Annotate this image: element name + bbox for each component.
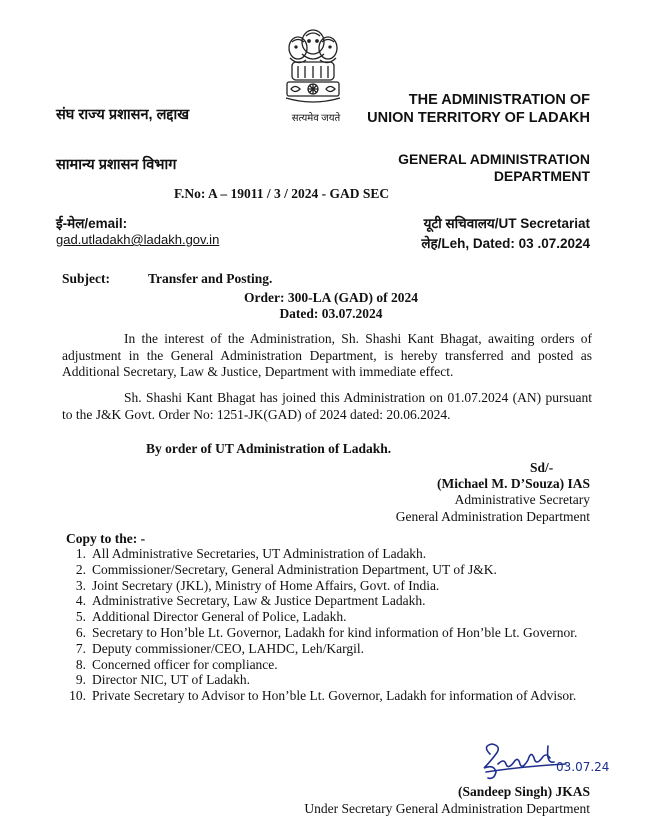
signature-date: 03.07.24 — [556, 760, 610, 774]
list-item-number: 5. — [75, 609, 86, 625]
signing-officer-name: (Sandeep Singh) JKAS — [457, 784, 590, 799]
list-item — [62, 657, 594, 673]
list-item-text: Administrative Secretary, Law & Justice Department Ladakh. — [92, 593, 426, 609]
subject-text: Transfer and Posting. — [148, 271, 273, 286]
body-paragraph-1 — [62, 331, 592, 381]
issuing-officer-name: (Michael M. D’Souza) IAS — [437, 476, 590, 491]
body-paragraph-2-text: Sh. Shashi Kant Bhagat has joined this Administration on 01.07.2024 (AN) pursuant to the J&K Govt. Order No: 1251-JK(GAD) of 2024 dated: 20.06.2024. — [62, 390, 592, 422]
list-item-text: Additional Director General of Police, Ladakh. — [92, 609, 347, 625]
english-department-title-line1: GENERAL ADMINISTRATION — [398, 151, 590, 167]
english-department-title-line2: DEPARTMENT — [493, 168, 590, 184]
hindi-department-title: सामान्य प्रशासन विभाग — [56, 157, 177, 173]
list-item-text: All Administrative Secretaries, UT Administration of Ladakh. — [92, 546, 427, 561]
list-item-text: Joint Secretary (JKL), Ministry of Home Affairs, Govt. of India. — [92, 577, 440, 593]
list-item — [62, 546, 594, 562]
list-item-number: 9. — [75, 672, 86, 688]
list-item — [62, 625, 594, 641]
list-item-text: Secretary to Hon’ble Lt. Governor, Ladakh for kind information of Hon’ble Lt. Governor. — [92, 624, 578, 640]
secretariat-label: यूटी सचिवालय/UT Secretariat — [423, 216, 590, 231]
place-and-date: लेह/Leh, Dated: 03 .07.2024 — [421, 236, 590, 251]
email-label: ई-मेल/email: — [56, 216, 128, 231]
list-item-text: Commissioner/Secretary, General Administration Department, UT of J&K. — [92, 561, 497, 577]
order-number: Order: 300-LA (GAD) of 2024 — [244, 290, 418, 305]
list-item-number: 10. — [69, 688, 86, 704]
list-item — [62, 672, 594, 688]
english-administration-title-line2: UNION TERRITORY OF LADAKH — [367, 110, 590, 126]
english-administration-title-line1: THE ADMINISTRATION OF — [408, 92, 590, 108]
list-item — [62, 609, 594, 625]
signing-officer-title: Under Secretary General Administration Department — [304, 801, 590, 816]
subject-label: Subject: — [62, 271, 110, 286]
issuing-officer-title: Administrative Secretary — [454, 492, 590, 507]
list-item-number: 8. — [75, 656, 86, 672]
list-item-text: Private Secretary to Advisor to Hon’ble Lt. Governor, Ladakh for information of Advisor. — [92, 688, 577, 704]
list-item-number: 3. — [75, 577, 86, 593]
issuing-officer-department: General Administration Department — [395, 509, 590, 524]
list-item-text: Concerned officer for compliance. — [92, 656, 278, 672]
by-order-line: By order of UT Administration of Ladakh. — [146, 441, 392, 456]
hindi-administration-title: संघ राज्य प्रशासन, लद्दाख — [56, 107, 190, 123]
body-paragraph-1-text: In the interest of the Administration, Sh. Shashi Kant Bhagat, awaiting orders of adjustment in the General Administration Department, is hereby transferred and posted as Additional Secretary, Law & Justice, Department with immediate effect. — [62, 331, 592, 379]
list-item-number: 2. — [75, 561, 86, 577]
list-item — [62, 593, 594, 609]
file-number: F.No: A – 19011 / 3 / 2024 - GAD SEC — [174, 186, 390, 201]
list-item — [62, 578, 594, 594]
email-link[interactable]: gad.utladakh@ladakh.gov.in — [56, 232, 220, 247]
order-date: Dated: 03.07.2024 — [279, 306, 383, 321]
list-item-number: 1. — [75, 546, 86, 561]
state-emblem-icon — [278, 22, 348, 114]
list-item-number: 6. — [75, 624, 86, 640]
list-item — [62, 688, 594, 704]
list-item-number: 4. — [75, 593, 86, 609]
list-item — [62, 641, 594, 657]
list-item-text: Director NIC, UT of Ladakh. — [92, 672, 250, 688]
copy-to-list — [62, 546, 594, 704]
list-item — [62, 562, 594, 578]
signed-mark: Sd/- — [530, 460, 554, 475]
list-item-number: 7. — [75, 640, 86, 656]
copy-to-heading: Copy to the: - — [66, 531, 146, 546]
list-item-text: Deputy commissioner/CEO, LAHDC, Leh/Kargil. — [92, 640, 364, 656]
body-paragraph-2 — [62, 390, 592, 423]
emblem-motto: सत्यमेव जयते — [291, 113, 341, 124]
